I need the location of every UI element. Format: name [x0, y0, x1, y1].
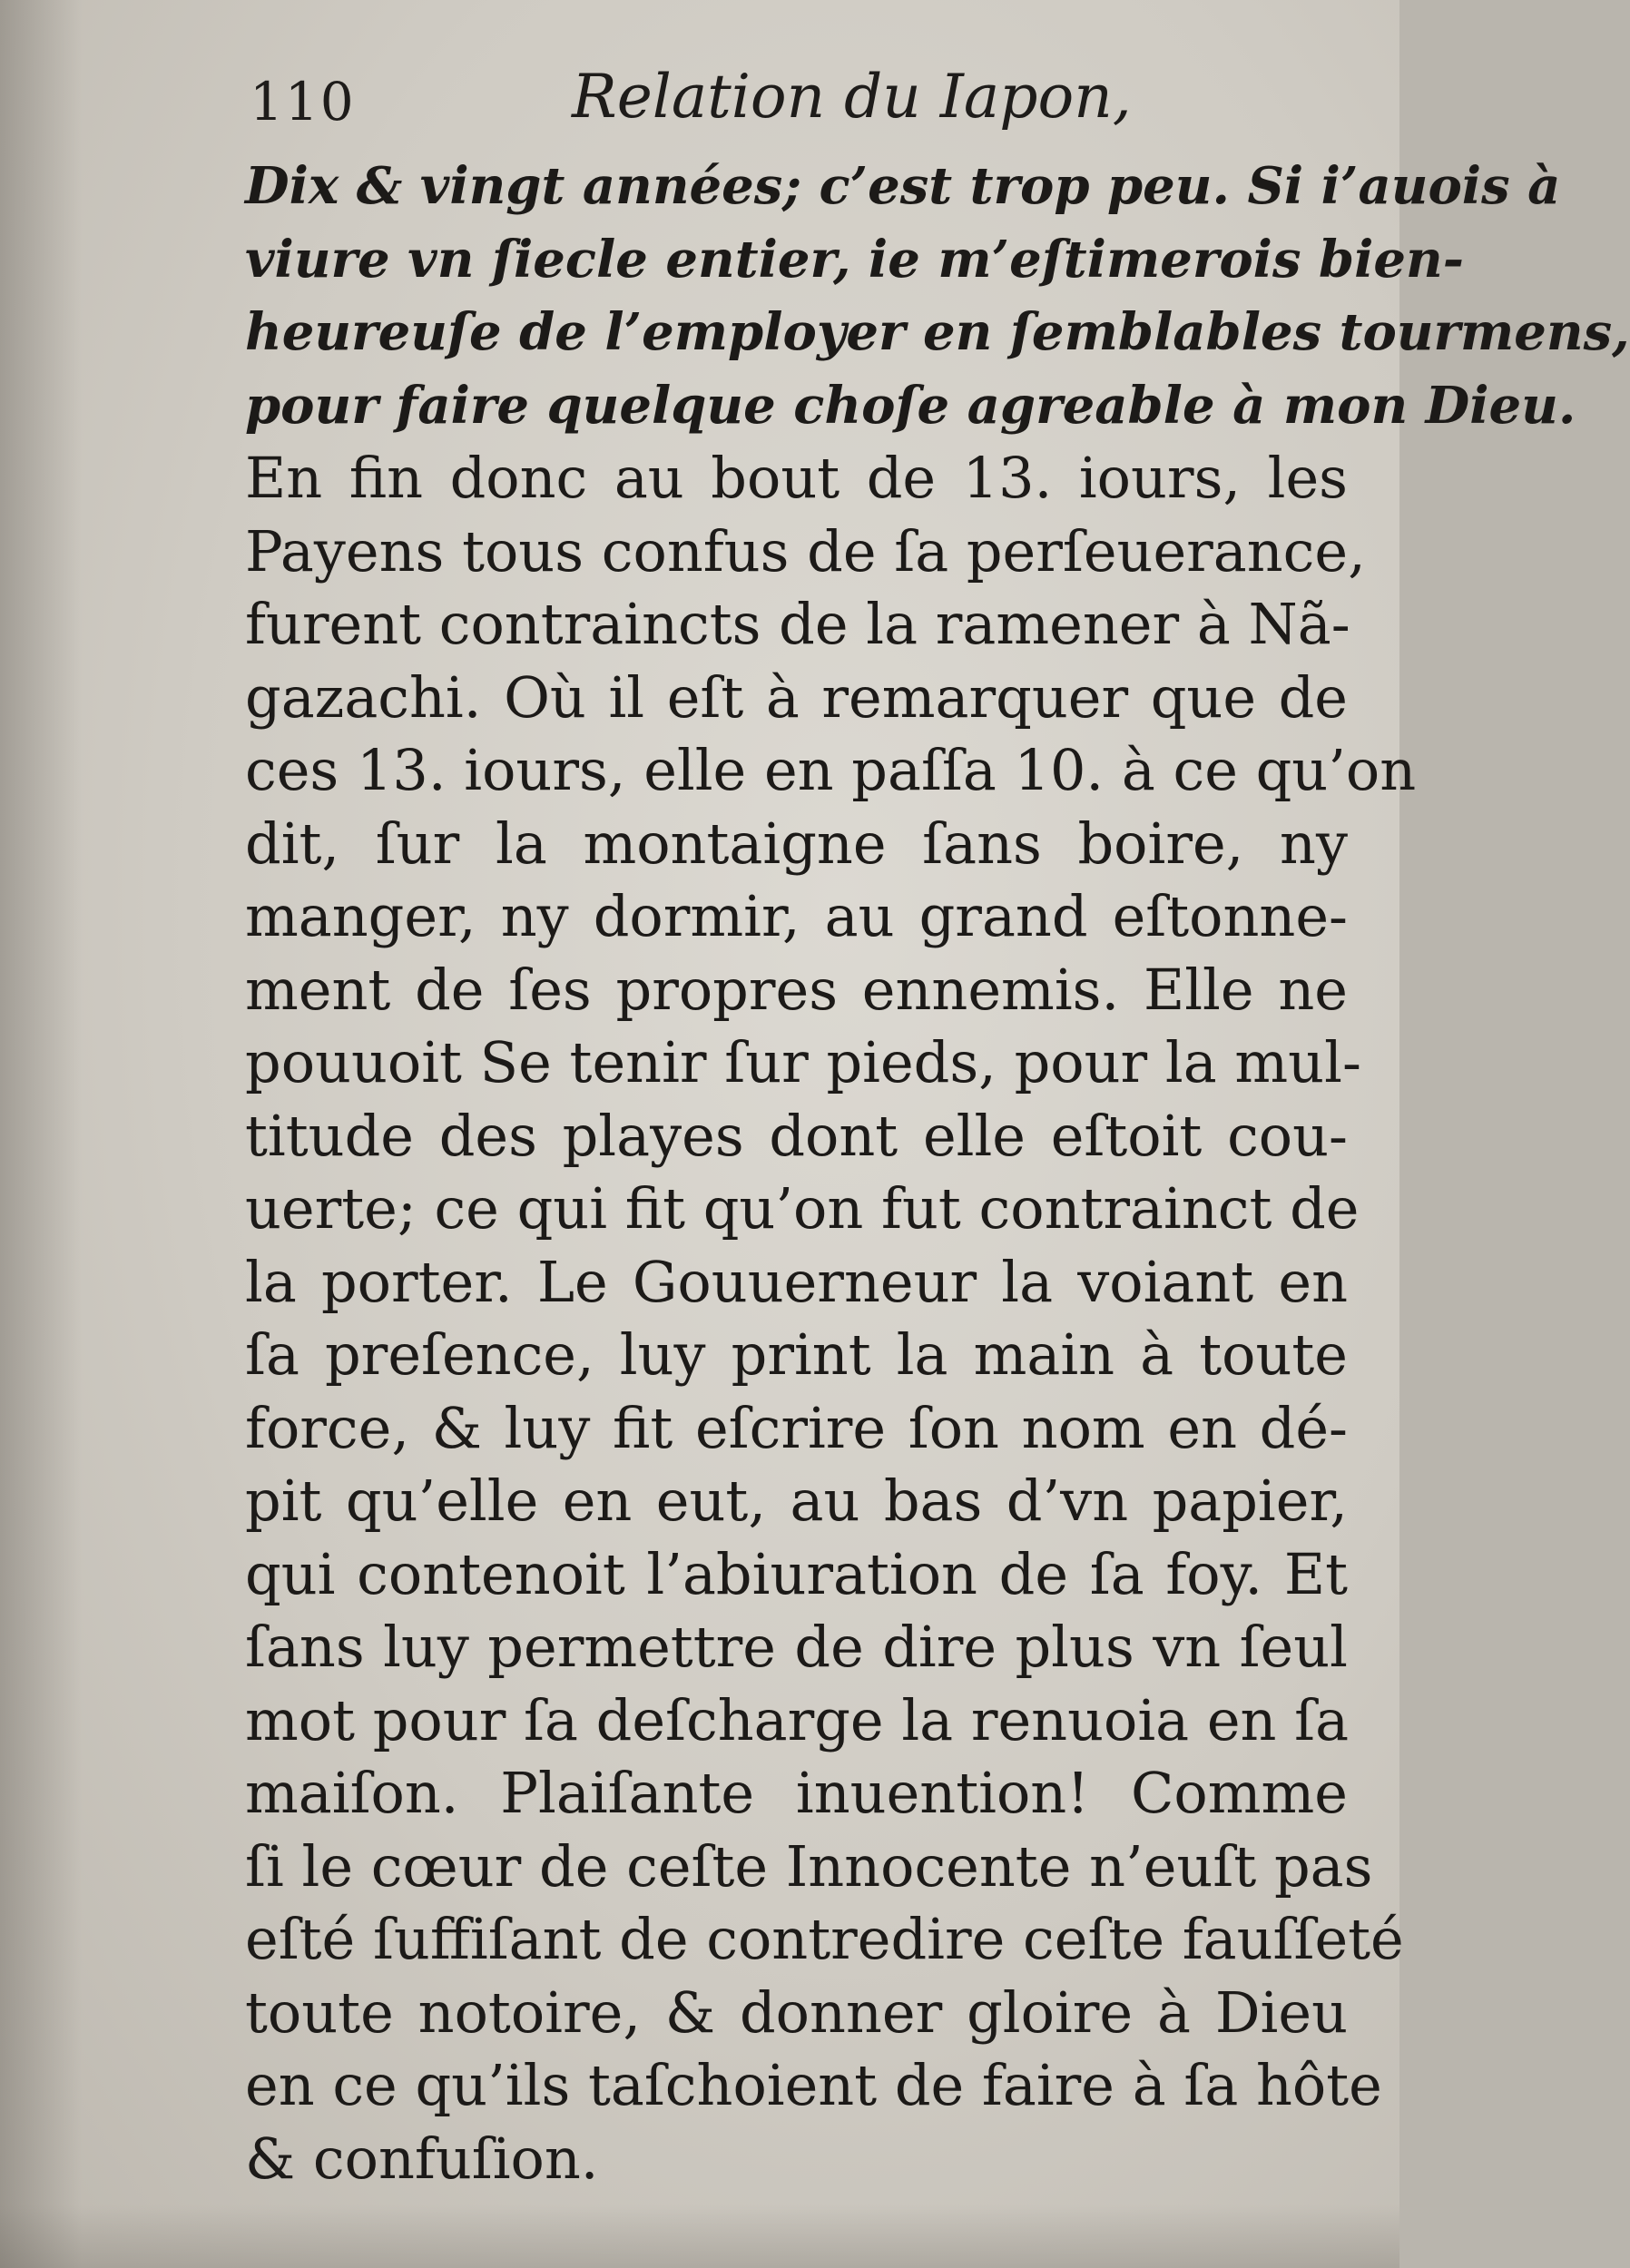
text-line: furent contraincts de la ramener à Nã-: [245, 591, 1350, 657]
text-line: maiſon. Plaiſante inuention! Comme: [245, 1760, 1348, 1826]
spine-shadow: [0, 0, 82, 2268]
italic-line: pour faire quelque choſe agreable à mon Dieu.: [245, 375, 1576, 436]
text-line: qui contenoit l’abiuration de ſa foy. Et: [245, 1540, 1348, 1607]
text-line: mot pour ſa deſcharge la renuoia en ſa: [245, 1686, 1350, 1753]
text-line: titude des playes dont elle eſtoit cou-: [245, 1102, 1348, 1169]
text-line: uerte; ce qui fit qu’on fut contrainct de: [245, 1175, 1360, 1242]
text-line: Payens tous confus de ſa perſeuerance,: [245, 517, 1366, 584]
text-line: gazachi. Où il eſt à remarquer que de: [245, 663, 1348, 731]
text-line: pit qu’elle en eut, au bas d’vn papier,: [245, 1468, 1348, 1534]
text-line: la porter. Le Gouuerneur la voiant en: [245, 1248, 1348, 1315]
text-line: ces 13. iours, elle en paſſa 10. à ce qu’on: [245, 737, 1417, 803]
text-line: toute notoire, & donner gloire à Dieu: [245, 1978, 1348, 2046]
text-line: eſté ſuffiſant de contredire ceſte fauſſeté: [245, 1906, 1404, 1972]
page-header: [250, 54, 1157, 154]
italic-line: heureuſe de l’employer en ſemblables tourmens,: [245, 302, 1630, 362]
text-line: ſa preſence, luy print la main à toute: [245, 1321, 1348, 1388]
text-line: ment de ſes propres ennemis. Elle ne: [245, 956, 1348, 1023]
text-line: manger, ny dormir, au grand eſtonne-: [245, 883, 1348, 949]
text-line: ſans luy permettre de dire plus vn ſeul: [245, 1614, 1348, 1680]
text-line: En fin donc au bout de 13. iours, les: [245, 445, 1348, 511]
italic-line: viure vn ſiecle entier, ie m’eſtimerois bien-: [245, 229, 1464, 290]
page-number: 110: [250, 71, 356, 133]
italic-line: Dix & vingt années; c’est trop peu. Si i’auois à: [245, 156, 1561, 216]
text-line: ſi le cœur de ceſte Innocente n’euſt pas: [245, 1832, 1373, 1900]
bottom-shadow: [0, 2204, 1399, 2268]
text-line: pouuoit Se tenir ſur pieds, pour la mul-: [245, 1029, 1361, 1095]
body-text: [245, 150, 1630, 2195]
text-line: en ce qu’ils taſchoient de faire à ſa hôte: [245, 2052, 1382, 2118]
text-line: force, & luy fit eſcrire ſon nom en dé-: [245, 1394, 1348, 1461]
running-title: Relation du Iapon,: [572, 62, 1132, 132]
text-line: & confuſion.: [245, 2125, 599, 2192]
text-line: dit, ſur la montaigne ſans boire, ny: [245, 810, 1348, 877]
